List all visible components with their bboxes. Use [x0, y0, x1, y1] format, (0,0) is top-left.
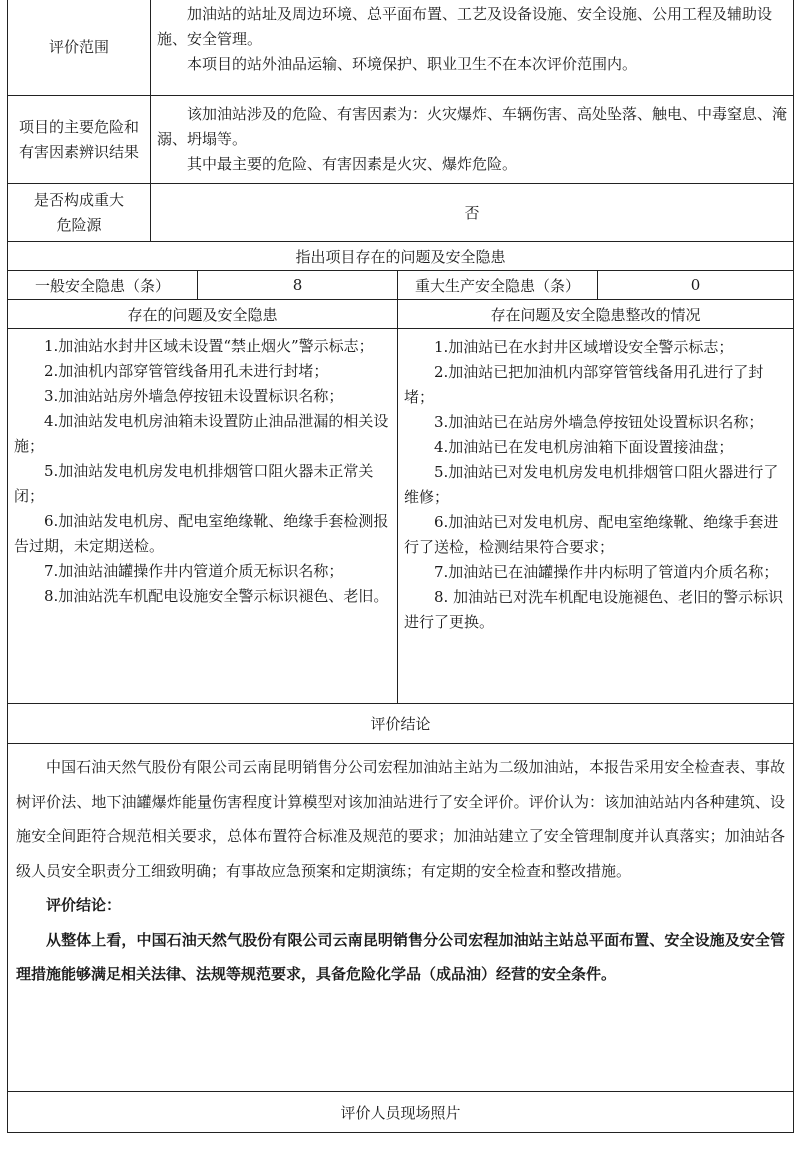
fix-item: 2.加油站已把加油机内部穿管管线备用孔进行了封堵； [404, 363, 764, 406]
photos-header: 评价人员现场照片 [340, 1103, 461, 1122]
conclusion-header: 评价结论 [8, 704, 793, 744]
conclusion-final: 从整体上看，中国石油天然气股份有限公司云南昆明销售分公司宏程加油站主站总平面布置、安全设施及安全管理措施能够满足相关法律、法规等规范要求，具备危险化学品（成品油）经营的安全条件。 [16, 930, 785, 983]
scope-paragraph-2: 本项目的站外油品运输、环境保护、职业卫生不在本次评价范围内。 [187, 55, 638, 73]
issues-list [8, 329, 398, 703]
hazards-label-text: 项目的主要危险和有害因素辨识结果 [18, 117, 139, 161]
scope-label: 评价范围 [8, 0, 151, 95]
issue-item: 4.加油站发电机房油箱未设置防止油品泄漏的相关设施； [14, 412, 389, 455]
major-hazard-value: 否 [464, 204, 480, 222]
hazards-paragraph-1: 该加油站涉及的危险、有害因素为：火灾爆炸、车辆伤害、高处坠落、触电、中毒窒息、淹溺、坍塌等。 [157, 105, 788, 148]
issue-item: 2.加油机内部穿管管线备用孔未进行封堵； [44, 362, 329, 380]
major-hazard-label-text: 是否构成重大危险源 [33, 190, 124, 234]
fix-item: 8. 加油站已对洗车机配电设施褪色、老旧的警示标识进行了更换。 [404, 588, 784, 631]
general-hazard-count-value: 8 [198, 271, 398, 299]
scope-row [8, 0, 793, 96]
general-hazard-count-label: 一般安全隐患（条） [8, 271, 198, 299]
issue-item: 3.加油站站房外墙急停按钮未设置标识名称； [44, 387, 344, 405]
fix-item: 5.加油站已对发电机房发电机排烟管口阻火器进行了维修； [404, 463, 779, 506]
issue-item: 6.加油站发电机房、配电室绝缘靴、绝缘手套检测报告过期，未定期送检。 [14, 512, 389, 555]
evaluation-table [7, 0, 794, 1133]
issue-item: 1.加油站水封井区域未设置“禁止烟火”警示标志； [44, 337, 374, 355]
conclusion-row [8, 744, 793, 1092]
fixes-column-header: 存在问题及安全隐患整改的情况 [490, 305, 701, 324]
issue-item: 5.加油站发电机房发电机排烟管口阻火器未正常关闭； [14, 462, 374, 505]
major-hazard-label [8, 184, 151, 241]
issue-columns-header [8, 300, 793, 329]
hazards-paragraph-2: 其中最主要的危险、有害因素是火灾、爆炸危险。 [187, 155, 518, 173]
conclusion-body: 中国石油天然气股份有限公司云南昆明销售分公司宏程加油站主站为二级加油站，本报告采用安全检查表、事故树评价法、地下油罐爆炸能量伤害程度计算模型对该加油站进行了安全评价。评价认为：该加油站站内各种建筑、设施安全间距符合规范相关要求，总体布置符合标准及规范的要求；加油站建立了安全管理制度并认真落实；加油站各级人员安全职责分工细致明确；有事故应急预案和定期演练；有定期的安全检查和整改措施。 [16, 758, 785, 880]
conclusion-content [8, 744, 793, 1091]
major-hazard-count-value: 0 [690, 276, 701, 294]
fixes-list [398, 329, 793, 703]
scope-paragraph-1: 加油站的站址及周边环境、总平面布置、工艺及设备设施、安全设施、公用工程及辅助设施、安全管理。 [157, 5, 773, 48]
major-hazard-row [8, 184, 793, 242]
hazards-label [8, 96, 151, 183]
fix-item: 3.加油站已在站房外墙急停按钮处设置标识名称； [434, 413, 764, 431]
fix-item: 6.加油站已对发电机房、配电室绝缘靴、绝缘手套进行了送检，检测结果符合要求； [404, 513, 779, 556]
issue-item: 8.加油站洗车机配电设施安全警示标识褪色、老旧。 [44, 587, 389, 605]
fix-item: 7.加油站已在油罐操作井内标明了管道内介质名称； [434, 563, 779, 581]
counts-row [8, 271, 793, 300]
major-hazard-count-label: 重大生产安全隐患（条） [398, 271, 598, 299]
issues-header: 指出项目存在的问题及安全隐患 [8, 242, 793, 271]
scope-content [151, 0, 793, 95]
issues-fixes-row [8, 329, 793, 704]
conclusion-subtitle: 评价结论： [46, 896, 122, 914]
fix-item: 4.加油站已在发电机房油箱下面设置接油盘； [434, 438, 734, 456]
fix-item: 1.加油站已在水封井区域增设安全警示标志； [434, 338, 734, 356]
issue-item: 7.加油站油罐操作井内管道介质无标识名称； [44, 562, 344, 580]
hazards-row [8, 96, 793, 184]
issues-column-header: 存在的问题及安全隐患 [8, 300, 398, 328]
hazards-content [151, 96, 793, 183]
